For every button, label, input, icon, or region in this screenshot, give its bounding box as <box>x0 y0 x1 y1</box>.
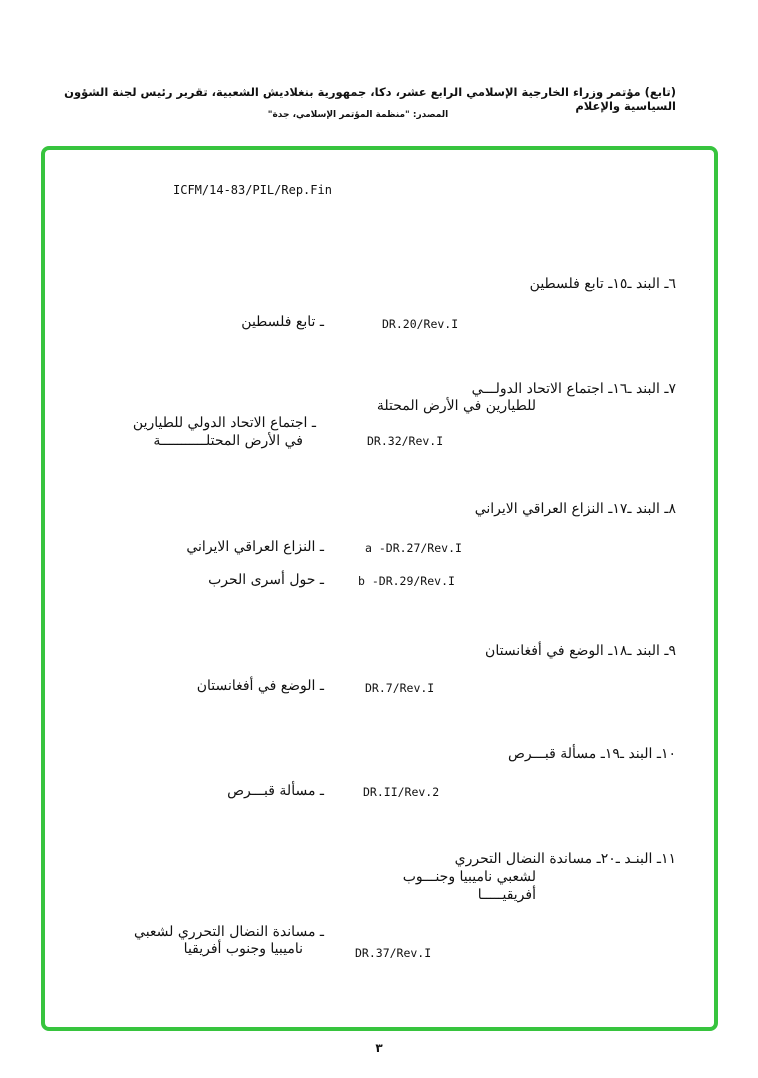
agenda-item-6-heading: ٦ـ البند ـ١٥ـ تابع فلسطين <box>529 276 676 292</box>
resolution-title: ـ حول أسرى الحرب <box>208 572 324 588</box>
agenda-item-8-heading: ٨ـ البند ـ١٧ـ النزاع العراقي الايراني <box>474 501 676 517</box>
resolution-code: b -DR.29/Rev.I <box>358 574 455 588</box>
resolution-title: ـ الوضع في أفغانستان <box>196 678 324 694</box>
resolution-code: DR.II/Rev.2 <box>363 785 440 799</box>
agenda-item-11-heading: ١١ـ البنـد ـ٢٠ـ مساندة النضال التحرري <box>454 851 676 867</box>
agenda-item-10-heading: ١٠ـ البند ـ١٩ـ مسألة قبـــرص <box>507 746 676 762</box>
resolution-title: ـ اجتماع الاتحاد الدولي للطيارين <box>132 415 316 431</box>
resolution-code: DR.37/Rev.I <box>355 946 432 960</box>
agenda-item-11-heading-cont: أفريقيـــــا <box>477 887 536 903</box>
agenda-item-11-heading-cont: لشعبي ناميبيا وجنـــوب <box>402 869 536 885</box>
agenda-item-9-heading: ٩ـ البند ـ١٨ـ الوضع في أفغانستان <box>485 643 676 659</box>
document-header-title: (تابع) مؤتمر وزراء الخارجية الإسلامي الرابع عشر، دكا، جمهورية بنغلاديش الشعبية، تقرير رئيس لجنة الشؤون السياسية والإعلام <box>64 85 676 113</box>
document-source-line: المصدر: "منظمة المؤتمر الإسلامي، جدة" <box>267 110 449 120</box>
page-number: ٣ <box>375 1041 383 1055</box>
resolution-title-cont: ناميبيا وجنوب أفريقيا <box>183 941 303 957</box>
resolution-code: DR.7/Rev.I <box>365 681 435 695</box>
resolution-title: ـ مسألة قبـــرص <box>227 783 324 799</box>
resolution-code: DR.32/Rev.I <box>367 434 444 448</box>
document-reference: ICFM/14-83/PIL/Rep.Fin <box>173 183 332 197</box>
agenda-item-7-heading: ٧ـ البند ـ١٦ـ اجتماع الاتحاد الدولـــي <box>471 381 676 397</box>
resolution-code: a -DR.27/Rev.I <box>365 541 462 555</box>
agenda-item-7-heading-cont: للطيارين في الأرض المحتلة <box>376 398 536 414</box>
resolution-title: ـ تابع فلسطين <box>241 314 324 330</box>
resolution-title: ـ النزاع العراقي الايراني <box>186 539 324 555</box>
resolution-title-cont: في الأرض المحتلـــــــــــة <box>153 433 303 449</box>
resolution-code: DR.20/Rev.I <box>382 317 459 331</box>
resolution-title: ـ مساندة النضال التحرري لشعبي <box>134 924 324 940</box>
